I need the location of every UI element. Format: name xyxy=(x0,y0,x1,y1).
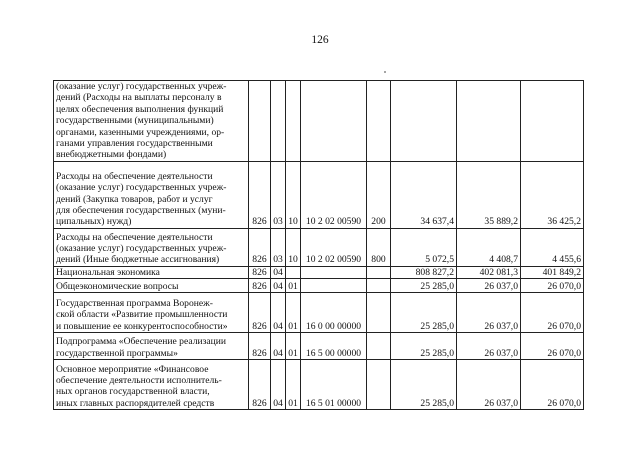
description-line: дений (Иные бюджетные ассигнования) xyxy=(56,254,220,266)
table-row xyxy=(54,266,584,278)
code-gr: 826 xyxy=(249,228,271,266)
code-vr xyxy=(367,293,391,333)
description-line: ных органов государственной власти, xyxy=(56,386,210,398)
row-description xyxy=(54,333,249,360)
code-rz: 04 xyxy=(271,333,286,360)
code-rz: 04 xyxy=(271,360,286,410)
code-gr: 826 xyxy=(249,279,271,293)
row-description xyxy=(54,161,249,228)
description-line: государственными (муниципальными) xyxy=(56,115,214,127)
code-gr: 826 xyxy=(249,333,271,360)
table-row xyxy=(54,360,584,410)
row-description xyxy=(54,360,249,410)
description-line: иных главных распорядителей средств xyxy=(56,397,215,409)
sum-2: 26 037,0 xyxy=(457,279,521,293)
sum-3: 36 425,2 xyxy=(521,161,584,228)
description-line: ганами управления государственными xyxy=(56,138,213,150)
sum-1: 25 285,0 xyxy=(391,293,457,333)
code-csr: 10 2 02 00590 xyxy=(301,161,367,228)
code-vr xyxy=(367,81,391,162)
table-row xyxy=(54,81,584,162)
sum-3: 26 070,0 xyxy=(521,360,584,410)
code-csr xyxy=(301,266,367,278)
code-pr: 01 xyxy=(286,293,301,333)
sum-3: 26 070,0 xyxy=(521,279,584,293)
code-csr: 16 0 00 00000 xyxy=(301,293,367,333)
code-pr: 10 xyxy=(286,161,301,228)
row-description xyxy=(54,293,249,333)
sum-1: 25 285,0 xyxy=(391,360,457,410)
sum-2: 35 889,2 xyxy=(457,161,521,228)
description-line: (оказание услуг) государственных учреж- xyxy=(56,182,227,194)
code-pr: 10 xyxy=(286,228,301,266)
table-row xyxy=(54,279,584,293)
sum-1 xyxy=(391,81,457,162)
code-csr: 16 5 01 00000 xyxy=(301,360,367,410)
table-row xyxy=(54,228,584,266)
description-line: органами, казенными учреждениями, ор- xyxy=(56,126,225,138)
description-line: Общеэкономические вопросы xyxy=(56,280,179,292)
code-rz: 04 xyxy=(271,279,286,293)
description-line: и повышение ее конкурентоспособности» xyxy=(56,320,228,332)
code-pr: 01 xyxy=(286,279,301,293)
description-line: ской области «Развитие промышленности xyxy=(56,309,228,321)
code-csr: 10 2 02 00590 xyxy=(301,228,367,266)
code-gr: 826 xyxy=(249,266,271,278)
code-pr xyxy=(286,81,301,162)
sum-2 xyxy=(457,81,521,162)
sum-2: 402 081,3 xyxy=(457,266,521,278)
code-gr: 826 xyxy=(249,360,271,410)
description-line: для обеспечения государственных (муни- xyxy=(56,205,226,217)
description-line: целях обеспечения выполнения функций xyxy=(56,103,224,115)
description-line: государственной программы» xyxy=(56,347,178,359)
table-row xyxy=(54,161,584,228)
code-rz: 04 xyxy=(271,293,286,333)
code-csr xyxy=(301,81,367,162)
code-gr: 826 xyxy=(249,161,271,228)
sum-2: 26 037,0 xyxy=(457,360,521,410)
sum-3: 26 070,0 xyxy=(521,293,584,333)
description-line: обеспечение деятельности исполнитель- xyxy=(56,375,222,387)
description-line: Основное мероприятие «Финансовое xyxy=(56,363,209,375)
code-pr: 01 xyxy=(286,360,301,410)
row-description xyxy=(54,228,249,266)
code-vr: 200 xyxy=(367,161,391,228)
row-description xyxy=(54,279,249,293)
code-gr: 826 xyxy=(249,293,271,333)
description-line: Расходы на обеспечение деятельности xyxy=(56,231,213,243)
sum-1: 808 827,2 xyxy=(391,266,457,278)
sum-2: 26 037,0 xyxy=(457,293,521,333)
code-csr xyxy=(301,279,367,293)
sum-2: 26 037,0 xyxy=(457,333,521,360)
scan-speck xyxy=(384,71,386,73)
description-line: дений (Закупка товаров, работ и услуг xyxy=(56,193,213,205)
code-csr: 16 5 00 00000 xyxy=(301,333,367,360)
code-vr xyxy=(367,360,391,410)
page-number: 126 xyxy=(311,34,329,46)
description-line: (оказание услуг) государственных учреж- xyxy=(56,243,227,255)
sum-1: 25 285,0 xyxy=(391,333,457,360)
code-rz: 03 xyxy=(271,228,286,266)
sum-1: 25 285,0 xyxy=(391,279,457,293)
sum-3: 401 849,2 xyxy=(521,266,584,278)
row-description xyxy=(54,266,249,278)
row-description xyxy=(54,81,249,162)
code-rz: 04 xyxy=(271,266,286,278)
sum-3: 4 455,6 xyxy=(521,228,584,266)
sum-3: 26 070,0 xyxy=(521,333,584,360)
sum-1: 5 072,5 xyxy=(391,228,457,266)
code-vr: 800 xyxy=(367,228,391,266)
code-rz: 03 xyxy=(271,161,286,228)
description-line: Расходы на обеспечение деятельности xyxy=(56,170,213,182)
description-line: внебюджетными фондами) xyxy=(56,149,167,161)
description-line: ципальных) нужд) xyxy=(56,216,132,228)
description-line: Государственная программа Воронеж- xyxy=(56,298,213,310)
table-body xyxy=(54,81,584,410)
description-line: дений (Расходы на выплаты персоналу в xyxy=(56,92,222,104)
description-line: Подпрограмма «Обеспечение реализации xyxy=(56,336,227,348)
code-vr xyxy=(367,266,391,278)
description-line: (оказание услуг) государственных учреж- xyxy=(56,81,227,92)
description-line: Национальная экономика xyxy=(56,266,160,278)
table-row xyxy=(54,293,584,333)
sum-3 xyxy=(521,81,584,162)
code-gr xyxy=(249,81,271,162)
table-row xyxy=(54,333,584,360)
budget-table xyxy=(53,80,584,410)
code-vr xyxy=(367,279,391,293)
code-pr: 01 xyxy=(286,333,301,360)
sum-1: 34 637,4 xyxy=(391,161,457,228)
sum-2: 4 408,7 xyxy=(457,228,521,266)
code-vr xyxy=(367,333,391,360)
code-rz xyxy=(271,81,286,162)
code-pr xyxy=(286,266,301,278)
